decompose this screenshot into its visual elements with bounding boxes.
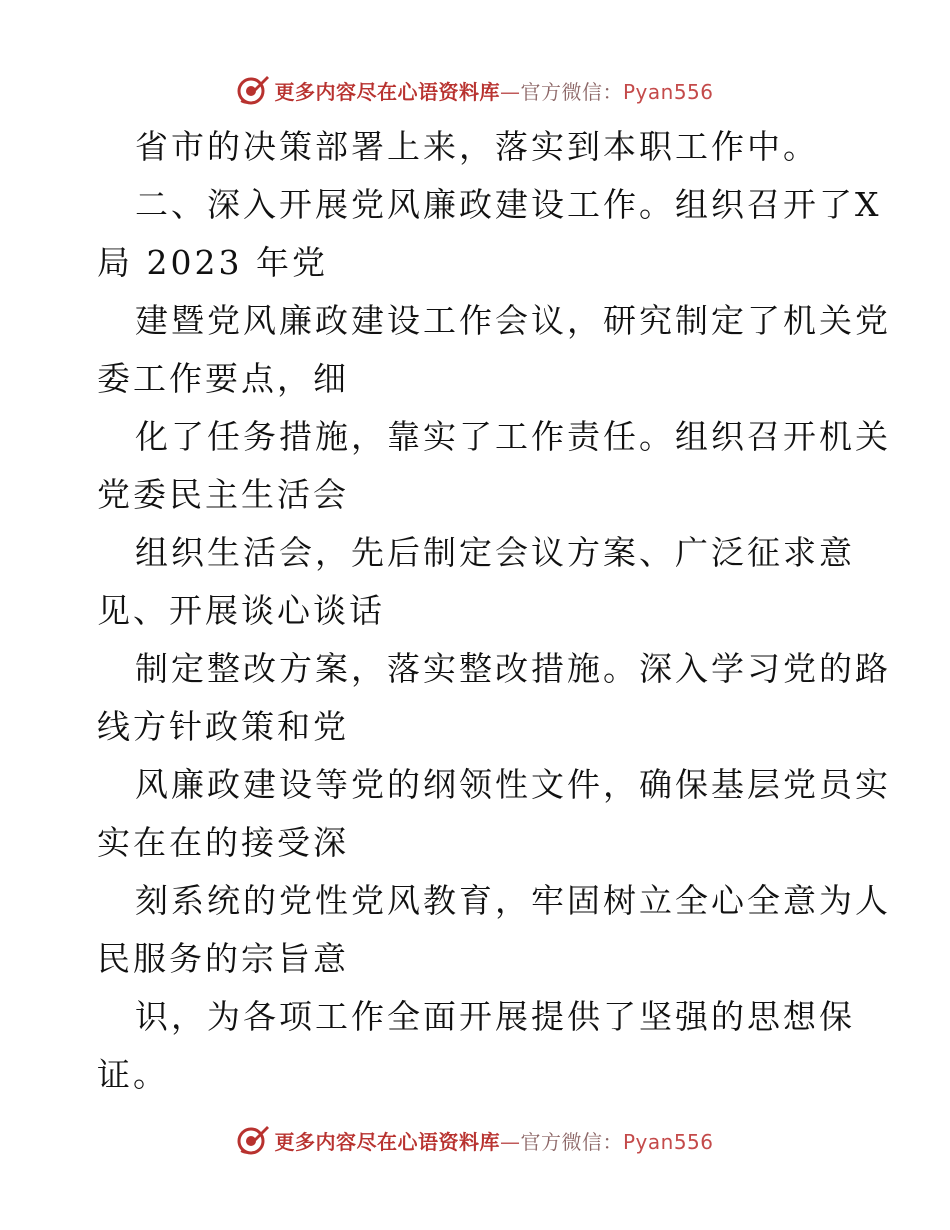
- document-body: [97, 118, 891, 1104]
- body-line: 委工作要点，细: [97, 359, 349, 398]
- watermark-label: 官方微信：: [520, 79, 623, 104]
- body-line: 党委民主生活会: [97, 475, 349, 514]
- body-line: 识，为各项工作全面开展提供了坚强的思想保: [135, 997, 855, 1036]
- body-line: 实在在的接受深: [97, 823, 349, 862]
- watermark-dash: —: [499, 1129, 521, 1154]
- body-line: 风廉政建设等党的纲领性文件，确保基层党员实: [135, 765, 891, 804]
- watermark-site: 更多内容尽在心语资料库: [274, 79, 500, 104]
- body-line: 化了任务措施，靠实了工作责任。组织召开机关: [135, 417, 891, 456]
- watermark-wechat: Pyan556: [622, 79, 714, 104]
- footer-watermark: [0, 1120, 950, 1160]
- watermark-text: [274, 1126, 713, 1155]
- watermark-label: 官方微信：: [520, 1129, 623, 1154]
- body-line: 见、开展谈心谈话: [97, 591, 385, 630]
- body-line: 制定整改方案，落实整改措施。深入学习党的路: [135, 649, 891, 688]
- brush-logo-icon: [236, 1123, 270, 1157]
- watermark-wechat: Pyan556: [622, 1129, 714, 1154]
- body-line: 省市的决策部署上来，落实到本职工作中。: [135, 127, 819, 166]
- body-line: 建暨党风廉政建设工作会议，研究制定了机关党: [135, 301, 891, 340]
- body-line: 民服务的宗旨意: [97, 939, 349, 978]
- body-line: 线方针政策和党: [97, 707, 349, 746]
- body-line: 刻系统的党性党风教育，牢固树立全心全意为人: [135, 881, 891, 920]
- watermark-dash: —: [499, 79, 521, 104]
- watermark-site: 更多内容尽在心语资料库: [274, 1129, 500, 1154]
- body-line: 局 2023 年党: [97, 243, 328, 282]
- watermark-text: [274, 76, 713, 105]
- body-line: 组织生活会，先后制定会议方案、广泛征求意: [135, 533, 855, 572]
- header-watermark: [0, 70, 950, 110]
- body-line: 二、深入开展党风廉政建设工作。组织召开了X: [135, 185, 882, 224]
- body-line: 证。: [97, 1055, 169, 1094]
- brush-logo-icon: [236, 73, 270, 107]
